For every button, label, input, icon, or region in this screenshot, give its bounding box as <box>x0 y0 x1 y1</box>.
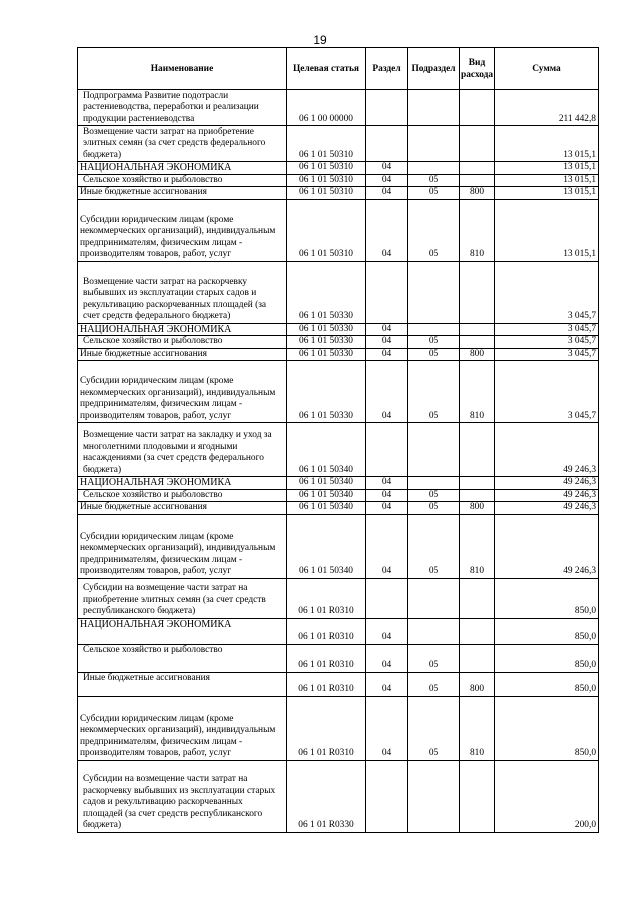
table-row <box>78 323 599 336</box>
cell-subsection <box>408 162 460 175</box>
cell-target: 06 1 01 R0330 <box>287 760 366 832</box>
table-row <box>78 199 599 261</box>
cell-amount: 49 246,3 <box>495 423 599 477</box>
cell-target: 06 1 01 R0310 <box>287 672 366 696</box>
cell-target: 06 1 01 R0310 <box>287 578 366 618</box>
cell-target: 06 1 01 R0310 <box>287 644 366 672</box>
cell-name: Субсидии на возмещение части затрат на приобретение элитных семян (за счет средств республиканского бюджета) <box>78 578 287 618</box>
cell-section: 04 <box>366 348 408 361</box>
table-row <box>78 361 599 423</box>
cell-subsection: 05 <box>408 644 460 672</box>
cell-target: 06 1 01 50310 <box>287 174 366 187</box>
cell-subsection: 05 <box>408 696 460 760</box>
cell-section <box>366 578 408 618</box>
cell-subsection <box>408 578 460 618</box>
table-row <box>78 760 599 832</box>
cell-target: 06 1 01 50310 <box>287 199 366 261</box>
cell-subsection: 05 <box>408 199 460 261</box>
cell-amount: 211 442,8 <box>495 90 599 126</box>
cell-amount: 3 045,7 <box>495 323 599 336</box>
cell-expense-type <box>460 174 495 187</box>
cell-section: 04 <box>366 361 408 423</box>
table-row <box>78 696 599 760</box>
cell-subsection <box>408 477 460 490</box>
cell-name: Иные бюджетные ассигнования <box>78 502 287 515</box>
cell-subsection: 05 <box>408 672 460 696</box>
cell-subsection: 05 <box>408 336 460 349</box>
cell-target: 06 1 01 50330 <box>287 336 366 349</box>
cell-amount: 13 015,1 <box>495 162 599 175</box>
cell-name: Субсидии юридическим лицам (кроме некоммерческих организаций), индивидуальным предпринимателям, физическим лицам - производителям товаров, работ, услуг <box>78 361 287 423</box>
table-row <box>78 514 599 578</box>
cell-name: НАЦИОНАЛЬНАЯ ЭКОНОМИКА <box>78 162 287 175</box>
cell-target: 06 1 00 00000 <box>287 90 366 126</box>
cell-name: Возмещение части затрат на приобретение элитных семян (за счет средств федерального бюджета) <box>78 126 287 162</box>
cell-section: 04 <box>366 199 408 261</box>
cell-amount: 3 045,7 <box>495 261 599 323</box>
cell-amount: 850,0 <box>495 672 599 696</box>
table-row <box>78 162 599 175</box>
cell-target: 06 1 01 50310 <box>287 126 366 162</box>
cell-expense-type: 810 <box>460 514 495 578</box>
cell-expense-type <box>460 477 495 490</box>
cell-expense-type <box>460 644 495 672</box>
cell-expense-type <box>460 760 495 832</box>
cell-name: Подпрограмма Развитие подотрасли растениеводства, переработки и реализации продукции растениеводства <box>78 90 287 126</box>
table-row <box>78 174 599 187</box>
cell-amount: 3 045,7 <box>495 336 599 349</box>
cell-name: Сельское хозяйство и рыболовство <box>78 174 287 187</box>
table-row <box>78 261 599 323</box>
page-number: 19 <box>313 33 327 47</box>
cell-section <box>366 126 408 162</box>
cell-target: 06 1 01 R0310 <box>287 618 366 644</box>
cell-section: 04 <box>366 187 408 200</box>
cell-name: НАЦИОНАЛЬНАЯ ЭКОНОМИКА <box>78 323 287 336</box>
cell-target: 06 1 01 R0310 <box>287 696 366 760</box>
header-name: Наименование <box>78 48 287 90</box>
cell-section: 04 <box>366 477 408 490</box>
cell-subsection <box>408 261 460 323</box>
cell-target: 06 1 01 50310 <box>287 162 366 175</box>
cell-amount: 850,0 <box>495 644 599 672</box>
cell-subsection: 05 <box>408 187 460 200</box>
cell-amount: 850,0 <box>495 578 599 618</box>
cell-section <box>366 90 408 126</box>
cell-expense-type <box>460 336 495 349</box>
table-header-row <box>78 48 599 90</box>
cell-expense-type: 810 <box>460 696 495 760</box>
table-row <box>78 423 599 477</box>
cell-name: НАЦИОНАЛЬНАЯ ЭКОНОМИКА <box>78 618 287 644</box>
cell-amount: 49 246,3 <box>495 502 599 515</box>
cell-name: Сельское хозяйство и рыболовство <box>78 644 287 672</box>
cell-amount: 49 246,3 <box>495 514 599 578</box>
cell-section: 04 <box>366 174 408 187</box>
table-row <box>78 336 599 349</box>
cell-expense-type <box>460 489 495 502</box>
cell-section: 04 <box>366 162 408 175</box>
cell-section: 04 <box>366 502 408 515</box>
table-row <box>78 672 599 696</box>
cell-amount: 49 246,3 <box>495 477 599 490</box>
cell-amount: 13 015,1 <box>495 174 599 187</box>
cell-amount: 850,0 <box>495 618 599 644</box>
cell-amount: 49 246,3 <box>495 489 599 502</box>
cell-section <box>366 423 408 477</box>
cell-amount: 3 045,7 <box>495 361 599 423</box>
cell-target: 06 1 01 50340 <box>287 514 366 578</box>
table-row <box>78 348 599 361</box>
cell-target: 06 1 01 50340 <box>287 489 366 502</box>
cell-subsection <box>408 126 460 162</box>
cell-expense-type <box>460 90 495 126</box>
cell-name: Субсидии юридическим лицам (кроме некоммерческих организаций), индивидуальным предпринимателям, физическим лицам - производителям товаров, работ, услуг <box>78 696 287 760</box>
cell-section: 04 <box>366 696 408 760</box>
cell-expense-type: 800 <box>460 348 495 361</box>
cell-name: Субсидии юридическим лицам (кроме некоммерческих организаций), индивидуальным предпринимателям, физическим лицам - производителям товаров, работ, услуг <box>78 514 287 578</box>
cell-amount: 200,0 <box>495 760 599 832</box>
cell-target: 06 1 01 50340 <box>287 502 366 515</box>
table-row <box>78 187 599 200</box>
cell-target: 06 1 01 50340 <box>287 423 366 477</box>
cell-subsection: 05 <box>408 174 460 187</box>
cell-section: 04 <box>366 489 408 502</box>
budget-table <box>77 47 599 833</box>
cell-expense-type <box>460 618 495 644</box>
cell-amount: 13 015,1 <box>495 187 599 200</box>
table-row <box>78 489 599 502</box>
cell-name: Возмещение части затрат на раскорчевку выбывших из эксплуатации старых садов и рекультивацию раскорчеванных площадей (за счет средств федерального бюджета) <box>78 261 287 323</box>
cell-amount: 850,0 <box>495 696 599 760</box>
cell-expense-type <box>460 162 495 175</box>
cell-target: 06 1 01 50330 <box>287 261 366 323</box>
cell-expense-type <box>460 578 495 618</box>
cell-subsection: 05 <box>408 489 460 502</box>
cell-subsection <box>408 760 460 832</box>
cell-section: 04 <box>366 618 408 644</box>
cell-expense-type: 810 <box>460 361 495 423</box>
cell-expense-type: 800 <box>460 187 495 200</box>
cell-expense-type <box>460 323 495 336</box>
header-subsection: Подраздел <box>408 48 460 90</box>
cell-section: 04 <box>366 323 408 336</box>
cell-section <box>366 760 408 832</box>
table-row <box>78 477 599 490</box>
table-row <box>78 644 599 672</box>
cell-section: 04 <box>366 672 408 696</box>
cell-name: Иные бюджетные ассигнования <box>78 187 287 200</box>
table-row <box>78 90 599 126</box>
cell-amount: 3 045,7 <box>495 348 599 361</box>
cell-section: 04 <box>366 514 408 578</box>
cell-target: 06 1 01 50330 <box>287 323 366 336</box>
header-expense-type: Вид расхода <box>460 48 495 90</box>
cell-name: НАЦИОНАЛЬНАЯ ЭКОНОМИКА <box>78 477 287 490</box>
cell-expense-type <box>460 126 495 162</box>
cell-expense-type <box>460 261 495 323</box>
cell-subsection <box>408 323 460 336</box>
table-row <box>78 502 599 515</box>
cell-expense-type: 800 <box>460 672 495 696</box>
table-row <box>78 578 599 618</box>
table-row <box>78 126 599 162</box>
cell-section: 04 <box>366 644 408 672</box>
cell-expense-type: 800 <box>460 502 495 515</box>
cell-name: Сельское хозяйство и рыболовство <box>78 336 287 349</box>
cell-name: Субсидии на возмещение части затрат на раскорчевку выбывших из эксплуатации старых садов и рекультивацию раскорчеванных площадей (за счет средств республиканского бюджета) <box>78 760 287 832</box>
cell-expense-type: 810 <box>460 199 495 261</box>
cell-subsection: 05 <box>408 514 460 578</box>
cell-expense-type <box>460 423 495 477</box>
header-section: Раздел <box>366 48 408 90</box>
cell-section: 04 <box>366 336 408 349</box>
header-target: Целевая статья <box>287 48 366 90</box>
cell-name: Возмещение части затрат на закладку и уход за многолетними плодовыми и ягодными насаждениями (за счет средств федерального бюджета) <box>78 423 287 477</box>
cell-name: Сельское хозяйство и рыболовство <box>78 489 287 502</box>
cell-name: Иные бюджетные ассигнования <box>78 348 287 361</box>
cell-subsection <box>408 423 460 477</box>
cell-subsection: 05 <box>408 348 460 361</box>
cell-target: 06 1 01 50330 <box>287 348 366 361</box>
cell-subsection <box>408 90 460 126</box>
cell-name: Иные бюджетные ассигнования <box>78 672 287 696</box>
cell-subsection: 05 <box>408 361 460 423</box>
cell-subsection <box>408 618 460 644</box>
cell-amount: 13 015,1 <box>495 126 599 162</box>
cell-subsection: 05 <box>408 502 460 515</box>
table-row <box>78 618 599 644</box>
cell-target: 06 1 01 50330 <box>287 361 366 423</box>
cell-target: 06 1 01 50310 <box>287 187 366 200</box>
cell-target: 06 1 01 50340 <box>287 477 366 490</box>
cell-section <box>366 261 408 323</box>
cell-amount: 13 015,1 <box>495 199 599 261</box>
header-amount: Сумма <box>495 48 599 90</box>
cell-name: Субсидии юридическим лицам (кроме некоммерческих организаций), индивидуальным предпринимателям, физическим лицам - производителям товаров, работ, услуг <box>78 199 287 261</box>
